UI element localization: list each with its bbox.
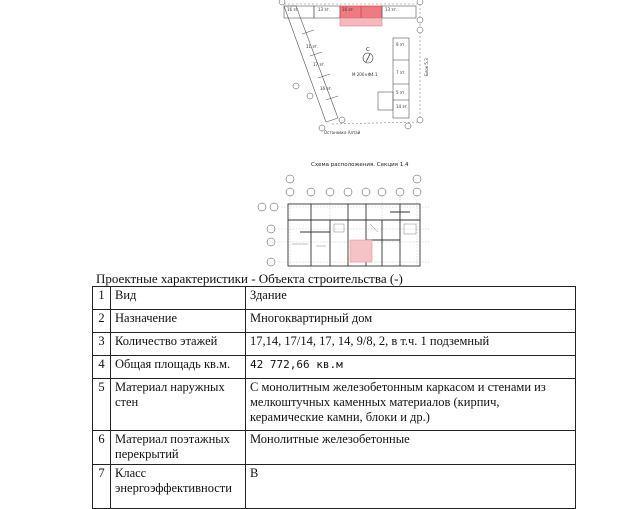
property-name: Назначение — [111, 310, 246, 333]
property-value: В — [246, 465, 576, 509]
section-title: Проектные характеристики - Объекта строительства (-) — [96, 271, 403, 286]
compass-icon — [363, 53, 373, 63]
property-name: Класс энергоэффективности — [111, 465, 246, 509]
property-value: Монолитные железобетонные — [246, 431, 576, 465]
floor-label: 14 эт. — [396, 104, 409, 109]
floor-label: 7 эт. — [396, 70, 406, 75]
row-number: 5 — [93, 379, 111, 431]
floor-label: 9 эт. — [396, 42, 406, 47]
floor-label: 13 эт. — [318, 7, 331, 12]
floor-label: 16 эт. — [320, 86, 333, 91]
characteristics-table — [92, 286, 576, 509]
compass-letter: С — [366, 47, 370, 53]
property-name: Общая площадь кв.м. — [111, 356, 246, 379]
plan-caption: Схема расположения. Секция 1.4 — [311, 162, 409, 168]
row-number: 1 — [93, 287, 111, 310]
floor-label: 16 эт. — [342, 7, 355, 12]
row-number: 6 — [93, 431, 111, 465]
table-row — [93, 310, 576, 333]
property-name: Количество этажей — [111, 333, 246, 356]
property-name: Материал поэтажных перекрытий — [111, 431, 246, 465]
floor-label: 13 эт. — [385, 7, 398, 12]
property-value: Многоквартирный дом — [246, 310, 576, 333]
property-name: Материал наружных стен — [111, 379, 246, 431]
row-number: 3 — [93, 333, 111, 356]
table-row — [93, 356, 576, 379]
property-value: Здание — [246, 287, 576, 310]
table-row — [93, 379, 576, 431]
table-row — [93, 465, 576, 509]
street-note: Остановка Алтай — [324, 130, 361, 135]
floor-label: 17 эт. — [313, 62, 326, 67]
scale-note: М 200×Ф4.1 — [352, 72, 378, 77]
table-row — [93, 431, 576, 465]
section-axes-left — [258, 203, 278, 266]
row-number: 2 — [93, 310, 111, 333]
floor-label: 11 эт. — [306, 44, 319, 49]
property-value: 42 772,66 кв.м — [246, 356, 576, 379]
row-number: 4 — [93, 356, 111, 379]
property-name: Вид — [111, 287, 246, 310]
property-value: 17,14, 17/14, 17, 14, 9/8, 2, в т.ч. 1 подземный — [246, 333, 576, 356]
row-number: 7 — [93, 465, 111, 509]
block-note: Блок 5.3 — [424, 58, 429, 76]
table-row — [93, 333, 576, 356]
table-row — [93, 287, 576, 310]
property-value: С монолитным железобетонным каркасом и стенами из мелкоштучных каменных материалов (кирпич, керамические камни, блоки и др.) — [246, 379, 576, 431]
section-axes-top — [286, 175, 421, 196]
floor-label: 16 эт. — [287, 7, 300, 12]
highlighted-apartment — [350, 240, 372, 262]
floor-label: 5 эт. — [396, 90, 406, 95]
